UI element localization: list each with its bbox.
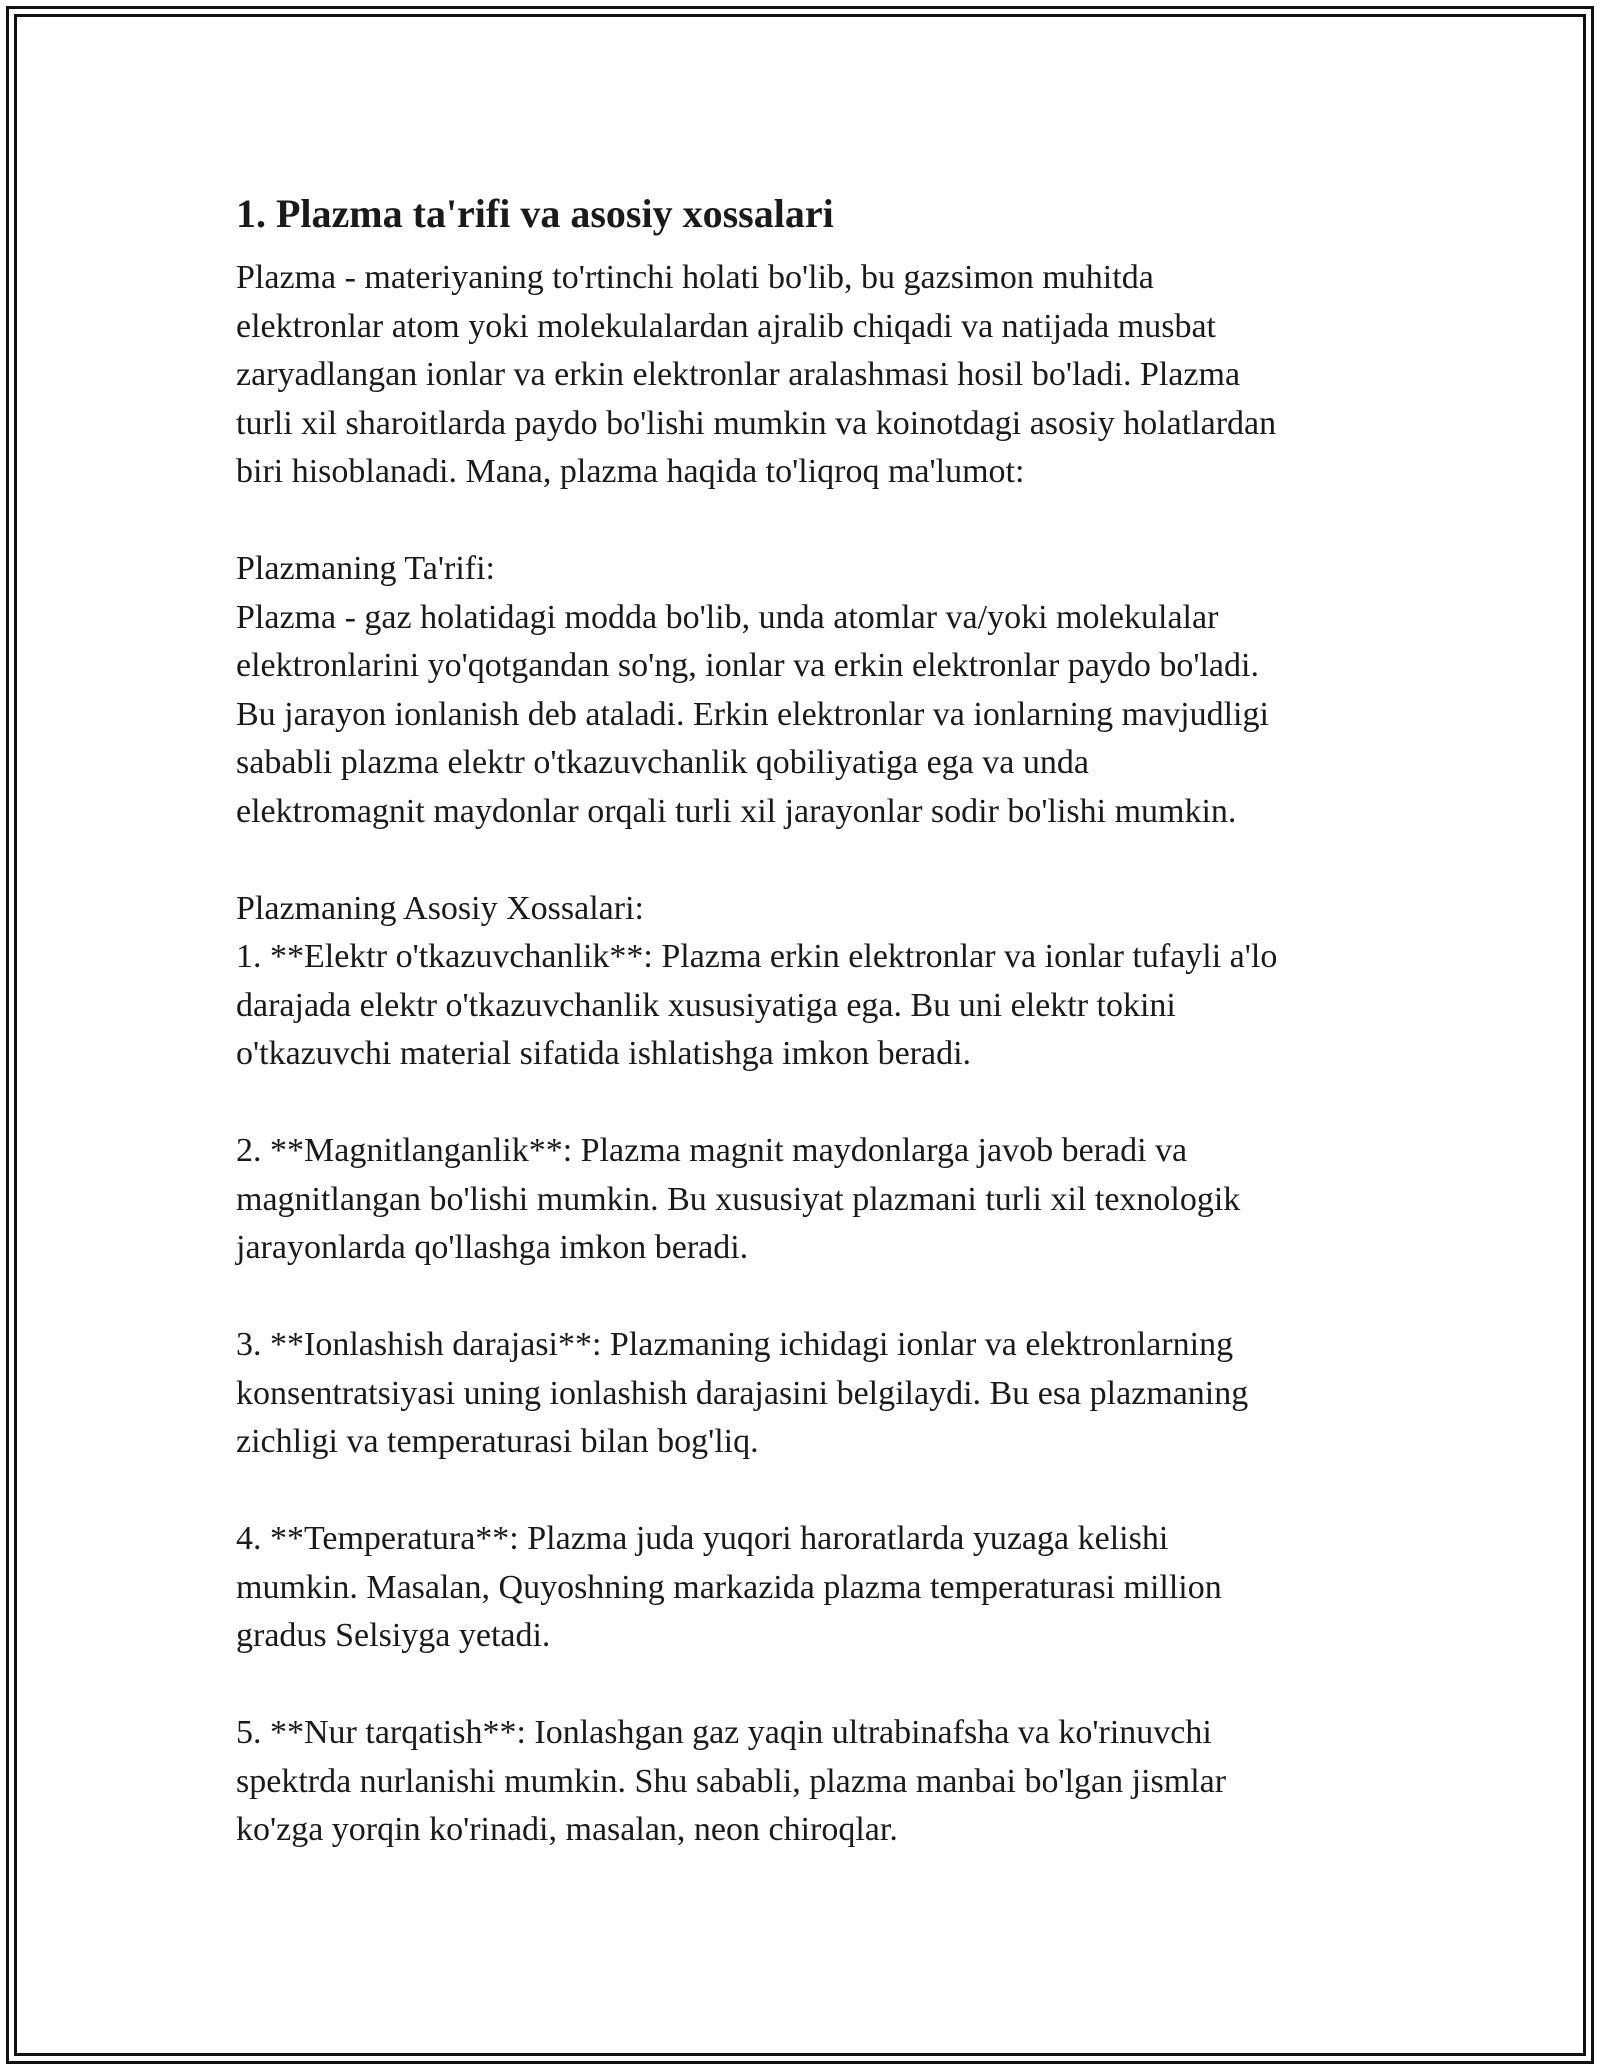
- document-body: [236, 186, 1376, 1855]
- document-title: 1. Plazma ta'rifi va asosiy xossalari: [236, 191, 834, 236]
- document-text: Plazma - materiyaning to'rtinchi holati bo'lib, bu gazsimon muhitda elektronlar atom yoki molekulalardan ajralib chiqadi va natijada musbat zaryadlangan ionlar va erkin elektronlar aralashmasi hosil bo'ladi. Plazma turli xil sharoitlarda paydo bo'lishi mumkin va koinotdagi asosiy holatlardan biri hisoblanadi. Mana, plazma haqida to'liqroq ma'lumot: Plazmaning Ta'rifi: Plazma - gaz holatidagi modda bo'lib, unda atomlar va/yoki molekulalar elektronlarini yo'qotgandan so'ng, ionlar va erkin elektronlar paydo bo'ladi. Bu jarayon ionlanish deb ataladi. Erkin elektronlar va ionlarning mavjudligi sababli plazma elektr o'tkazuvchanlik qobiliyatiga ega va unda elektromagnit maydonlar orqali turli xil jarayonlar sodir bo'lishi mumkin. Plazmaning Asosiy Xossalari: 1. **Elektr o'tkazuvchanlik**: Plazma erkin elektronlar va ionlar tufayli a'lo darajada elektr o'tkazuvchanlik xususiyatiga ega. Bu uni elektr tokini o'tkazuvchi material sifatida ishlatishga imkon beradi. 2. **Magnitlanganlik**: Plazma magnit maydonlarga javob beradi va magnitlangan bo'lishi mumkin. Bu xususiyat plazmani turli xil texnologik jarayonlarda qo'llashga imkon beradi. 3. **Ionlashish darajasi**: Plazmaning ichidagi ionlar va elektronlarning konsentratsiyasi uning ionlashish darajasini belgilaydi. Bu esa plazmaning zichligi va temperaturasi bilan bog'liq. 4. **Temperatura**: Plazma juda yuqori haroratlarda yuzaga kelishi mumkin. Masalan, Quyoshning markazida plazma temperaturasi million gradus Selsiyga yetadi. 5. **Nur tarqatish**: Ionlashgan gaz yaqin ultrabinafsha va ko'rinuvchi spektrda nurlanishi mumkin. Shu sababli, plazma manbai bo'lgan jismlar ko'zga yorqin ko'rinadi, masalan, neon chiroqlar.: [236, 259, 1278, 1848]
